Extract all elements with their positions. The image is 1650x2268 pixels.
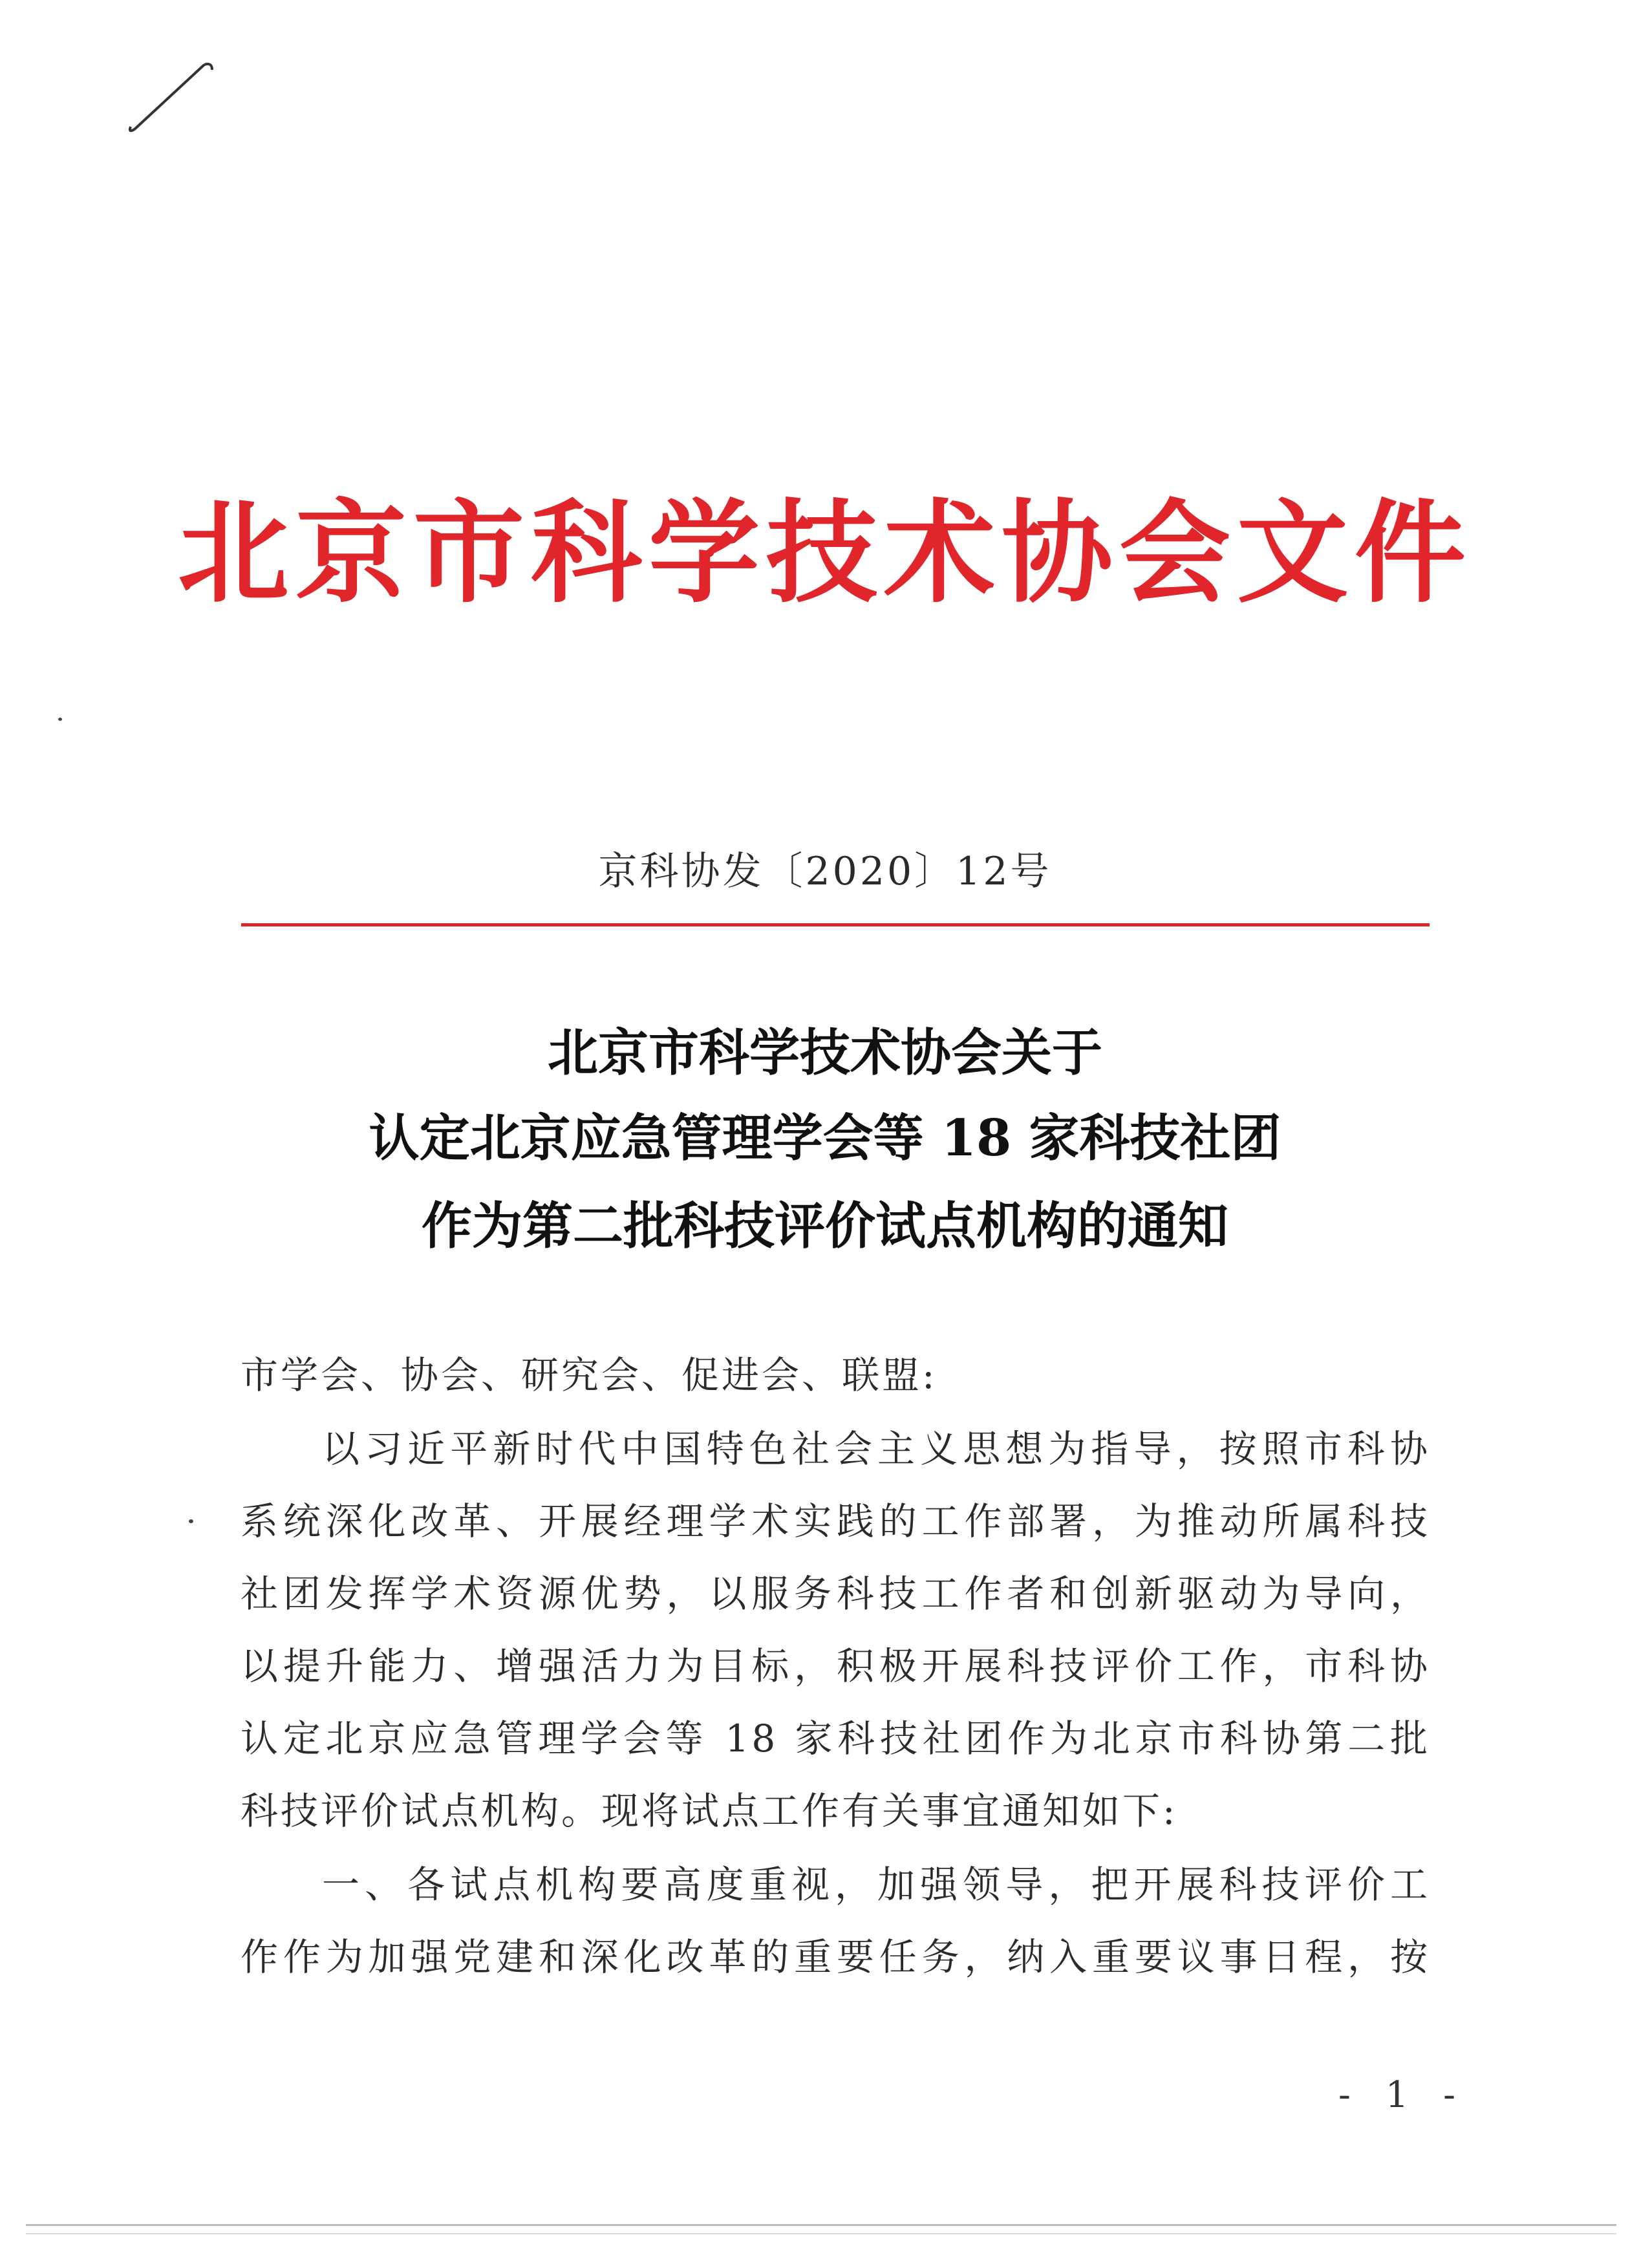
document-header-title: 北京市科学技术协会文件 [178,488,1472,618]
scan-speck [189,1519,193,1523]
staple-mark-icon [123,58,226,142]
scan-edge-line [26,2233,1616,2234]
scan-speck [58,718,62,721]
paragraph1-line: 认定北京应急管理学会等 18 家科技社团作为北京市科协第二批 [241,1717,1430,1760]
paragraph2-line: 作作为加强党建和深化改革的重要任务，纳入重要议事日程，按 [241,1935,1430,1979]
salutation: 市学会、协会、研究会、促进会、联盟: [241,1353,938,1397]
paragraph2-line: 一、各试点机构要高度重视，加强领导，把开展科技评价工 [322,1863,1430,1907]
document-number: 京科协发〔2020〕12号 [598,849,1052,894]
paragraph1-line: 以习近平新时代中国特色社会主义思想为指导，按照市科协 [322,1427,1430,1471]
notice-title-line-2: 认定北京应急管理学会等 18 家科技社团 [369,1109,1281,1168]
paragraph1-line: 系统深化改革、开展经理学术实践的工作部署，为推动所属科技 [241,1499,1430,1543]
paragraph1-line: 社团发挥学术资源优势，以服务科技工作者和创新驱动为导向， [241,1572,1430,1616]
page-number: - 1 - [1338,2074,1468,2116]
paragraph1-line: 以提升能力、增强活力为目标，积极开展科技评价工作，市科协 [241,1644,1430,1688]
scan-edge-line [26,2224,1616,2226]
red-divider-line [241,923,1430,926]
notice-title-line-1: 北京市科学技术协会关于 [547,1023,1102,1082]
paragraph1-line: 科技评价试点机构。现将试点工作有关事宜通知如下: [241,1789,1178,1833]
notice-title-line-3: 作为第二批科技评价试点机构的通知 [421,1197,1228,1256]
